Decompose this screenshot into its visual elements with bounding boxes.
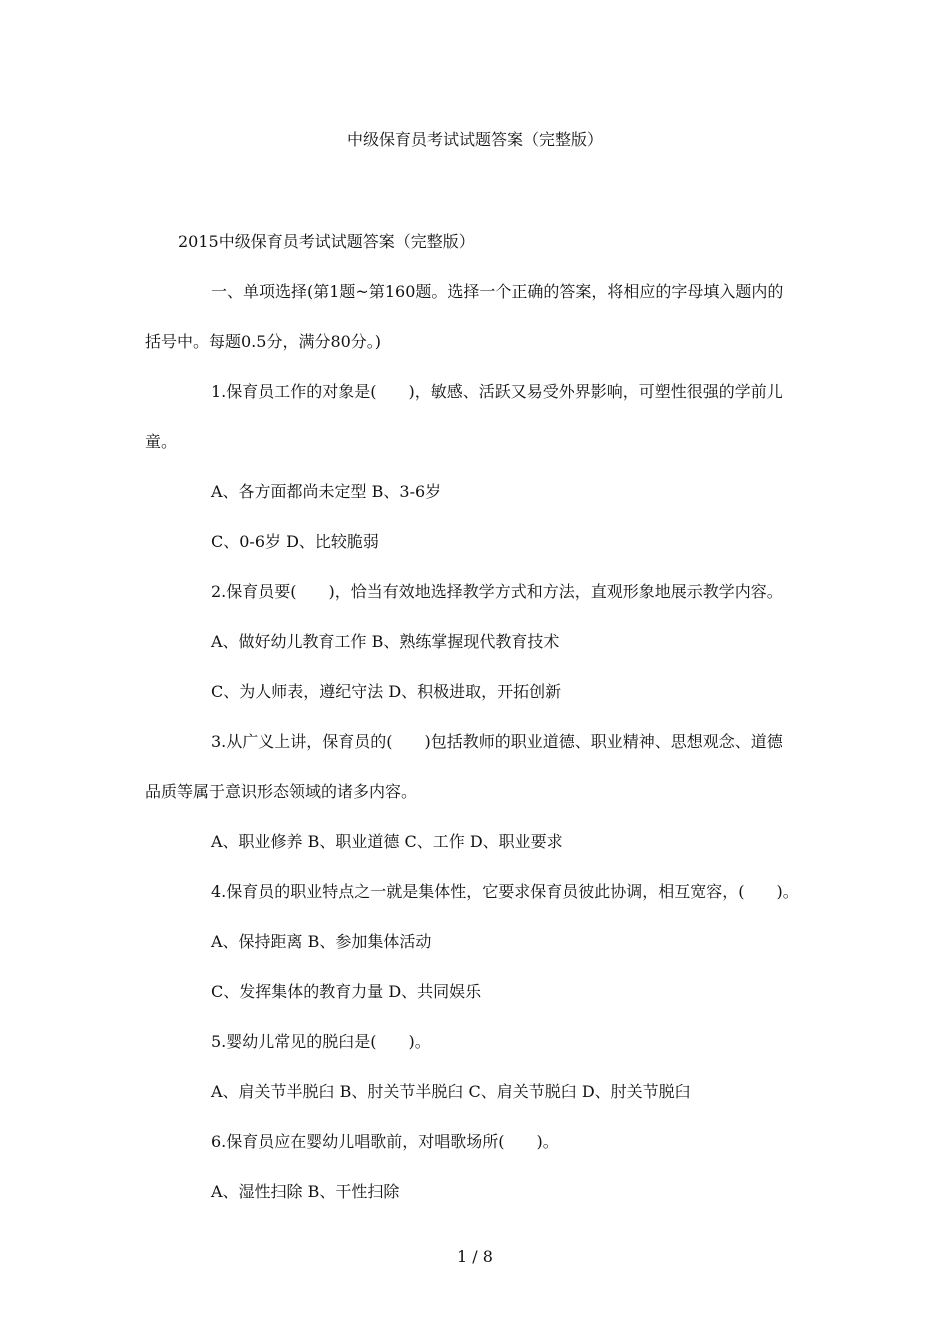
document-title: 中级保育员考试试题答案（完整版） xyxy=(346,130,603,149)
question-3-cont: 品质等属于意识形态领域的诸多内容。 xyxy=(145,782,418,801)
question-3: 3.从广义上讲，保育员的( )包括教师的职业道德、职业精神、思想观念、道德 xyxy=(211,732,783,751)
section-heading: 一、单项选择(第1题~第160题。选择一个正确的答案，将相应的字母填入题内的 xyxy=(211,282,784,301)
question-3-options: A、职业修养 B、职业道德 C、工作 D、职业要求 xyxy=(211,832,563,851)
question-6: 6.保育员应在婴幼儿唱歌前，对唱歌场所( )。 xyxy=(211,1132,559,1151)
question-2-options-cd: C、为人师表，遵纪守法 D、积极进取，开拓创新 xyxy=(211,682,562,701)
question-1-cont: 童。 xyxy=(145,432,178,451)
question-4-options-ab: A、保持距离 B、参加集体活动 xyxy=(211,932,432,951)
question-1: 1.保育员工作的对象是( )，敏感、活跃又易受外界影响，可塑性很强的学前儿 xyxy=(211,382,783,401)
page-indicator: 1 / 8 xyxy=(457,1247,493,1266)
question-5: 5.婴幼儿常见的脱臼是( )。 xyxy=(211,1032,431,1051)
question-4-options-cd: C、发挥集体的教育力量 D、共同娱乐 xyxy=(211,982,482,1001)
question-2-options-ab: A、做好幼儿教育工作 B、熟练掌握现代教育技术 xyxy=(211,632,560,651)
document-subtitle: 2015中级保育员考试试题答案（完整版） xyxy=(178,232,475,251)
question-4: 4.保育员的职业特点之一就是集体性，它要求保育员彼此协调，相互宽容，( )。 xyxy=(211,882,799,901)
question-5-options: A、肩关节半脱臼 B、肘关节半脱臼 C、肩关节脱臼 D、肘关节脱臼 xyxy=(211,1082,691,1101)
question-2: 2.保育员要( )，恰当有效地选择教学方式和方法，直观形象地展示教学内容。 xyxy=(211,582,783,601)
question-1-options-cd: C、0-6岁 D、比较脆弱 xyxy=(211,532,379,551)
section-heading-cont: 括号中。每题0.5分，满分80分。) xyxy=(145,332,382,351)
question-6-options: A、湿性扫除 B、干性扫除 xyxy=(211,1182,400,1201)
question-1-options-ab: A、各方面都尚未定型 B、3-6岁 xyxy=(211,482,442,501)
